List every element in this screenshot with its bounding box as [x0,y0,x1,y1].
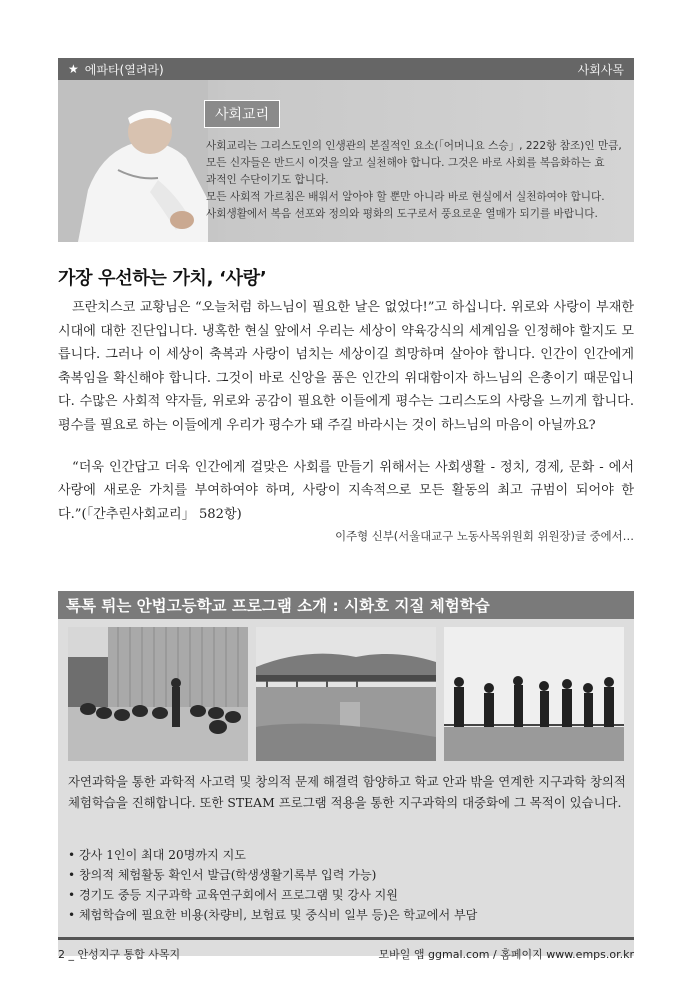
footer-left: 2 _ 안성지구 통합 사목지 [58,948,181,961]
article-title: 가장 우선하는 가치, ‘사랑’ [58,268,267,289]
program-bullets [68,845,477,925]
page-footer [58,937,634,962]
article-quote: “더욱 인간답고 더욱 인간에게 걸맞은 사회를 만들기 위해서는 사회생활 - 정치, 경제, 문화 - 에서 사랑에 새로운 가치를 부여하여야 하며, 사랑이 지속적으로 모든 활동의 최고 규범이 되어야 한다.”(「간추린사회교리」 582항) [58,459,634,522]
list-item: • 경기도 중등 지구과학 교육연구회에서 프로그램 및 강사 지원 [68,885,477,905]
article-source: 이주형 신부(서울대교구 노동사목위원회 위원장)글 중에서… [335,529,634,544]
page-top [58,58,634,544]
program-photos [68,627,624,761]
photo-group-outdoor [68,627,248,761]
list-item: • 체험학습에 필요한 비용(차량비, 보험료 및 중식비 일부 등)은 학교에서 부담 [68,905,477,925]
section-header [58,58,634,80]
star-icon: ★ [68,62,79,76]
box-line: 모든 사회적 가르침은 배워서 알아야 할 뿐만 아니라 바로 현실에서 실천하여야 합니다. [206,191,605,203]
social-teaching-banner [58,80,634,242]
article-body: 프란치스코 교황님은 “오늘처럼 하느님이 필요한 날은 없었다!”고 하십니다. 위로와 사랑이 부재한 시대에 대한 진단입니다. 냉혹한 현실 앞에서 우리는 세상이 약육강식의 세계임을 인정해야 할지도 모릅니다. 그러나 이 세상이 축복과 사랑이 넘치는 세상이길 희망하며 살아야 합니다. 인간이 인간에게 축복임을 확신해야 합니다. 그것이 바로 신앙을 품은 인간의 위대함이자 하느님의 은총이기 때문입니다. 수많은 사회적 약자들, 위로와 공감이 필요한 이들에게 평수는 그리스도의 사랑을 느끼게 합니다. 평수를 필요로 하는 이들에게 우리가 평수가 돼 주길 바라시는 것이 하느님의 마음이 아닐까요? [58,300,634,433]
photo-lake-landscape [256,627,436,761]
photo-students-viewpoint [444,627,624,761]
footer-right: 모바일 앱 ggmal.com / 홈페이지 www.emps.or.kr [378,948,634,961]
list-item: • 강사 1인이 최대 20명까지 지도 [68,845,477,865]
program-title: 톡톡 튀는 안법고등학교 프로그램 소개 : 시화호 지질 체험학습 [58,591,634,619]
box-line: 사회생활에서 복음 선포와 정의와 평화의 도구로서 풍요로운 열매가 되기를 바랍니다. [206,208,598,220]
header-right-label: 사회사목 [577,62,624,77]
pope-photo [58,80,208,242]
box-line: 모든 신자들은 반드시 이것을 알고 실천해야 합니다. 그것은 바로 사회를 복음화하는 효 [206,157,605,169]
header-left-label: 에파타(열려라) [84,62,164,77]
program-section [58,591,634,956]
program-text: 자연과학을 통한 과학적 사고력 및 창의적 문제 해결력 함양하고 학교 안과 밖을 연계한 지구과학 창의적 체험학습을 진해합니다. 또한 STEAM 프로그램 적용을 통한 지구과학의 대중화에 그 목적이 있습니다. [68,774,626,810]
list-item: • 창의적 체험활동 확인서 발급(학생생활기록부 입력 가능) [68,865,477,885]
box-text [206,138,630,223]
box-title: 사회교리 [204,100,280,128]
box-line: 과적인 수단이기도 합니다. [206,174,329,186]
box-line: 사회교리는 그리스도인의 인생관의 본질적인 요소(「어머니요 스승」, 222항 참조)인 만큼, [206,140,622,152]
